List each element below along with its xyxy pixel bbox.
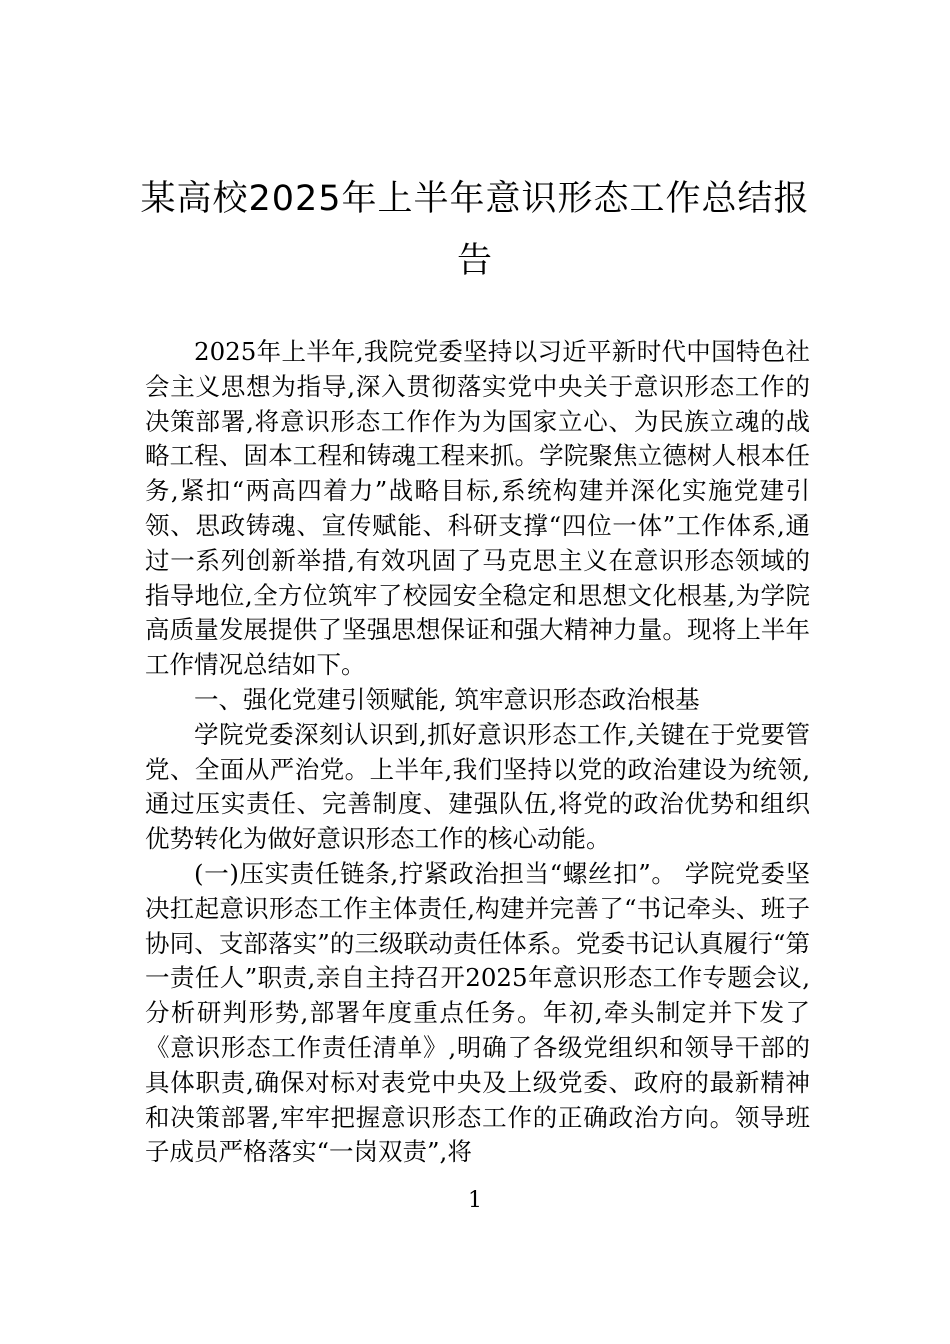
document-body — [145, 335, 810, 1170]
section-heading: 一、强化党建引领赋能, 筑牢意识形态政治根基 — [194, 684, 700, 714]
paragraph-intro: 2025年上半年,我院党委坚持以习近平新时代中国特色社会主义思想为指导,深入贯彻落实党中央关于意识形态工作的决策部署,将意识形态工作作为为国家立心、为民族立魂的战略工程、固本工程和铸魂工程来抓。学院聚焦立德树人根本任务,紧扣“两高四着力”战略目标,系统构建并深化实施党建引领、思政铸魂、宣传赋能、科研支撑“四位一体”工作体系,通过一系列创新举措,有效巩固了马克思主义在意识形态领域的指导地位,全方位筑牢了校园安全稳定和思想文化根基,为学院高质量发展提供了坚强思想保证和强大精神力量。现将上半年工作情况总结如下。 — [145, 337, 810, 680]
document-title: 某高校2025年上半年意识形态工作总结报告 — [140, 179, 810, 281]
paragraph-section-intro: 学院党委深刻认识到,抓好意识形态工作,关键在于党要管党、全面从严治党。上半年,我们坚持以党的政治建设为统领,通过压实责任、完善制度、建强队伍,将党的政治优势和组织优势转化为做好意识形态工作的核心动能。 — [145, 719, 810, 854]
page-number: 1 — [468, 1188, 482, 1213]
paragraph-subsection-1: (一)压实责任链条,拧紧政治担当“螺丝扣”。 学院党委坚决扛起意识形态工作主体责任,构建并完善了“书记牵头、班子协同、支部落实”的三级联动责任体系。党委书记认真履行“第一责任人”职责,亲自主持召开2025年意识形态工作专题会议,分析研判形势,部署年度重点任务。年初,牵头制定并下发了《意识形态工作责任清单》,明确了各级党组织和领导干部的具体职责,确保对标对表党中央及上级党委、政府的最新精神和决策部署,牢牢把握意识形态工作的正确政治方向。领导班子成员严格落实“一岗双责”,将 — [145, 858, 810, 1167]
